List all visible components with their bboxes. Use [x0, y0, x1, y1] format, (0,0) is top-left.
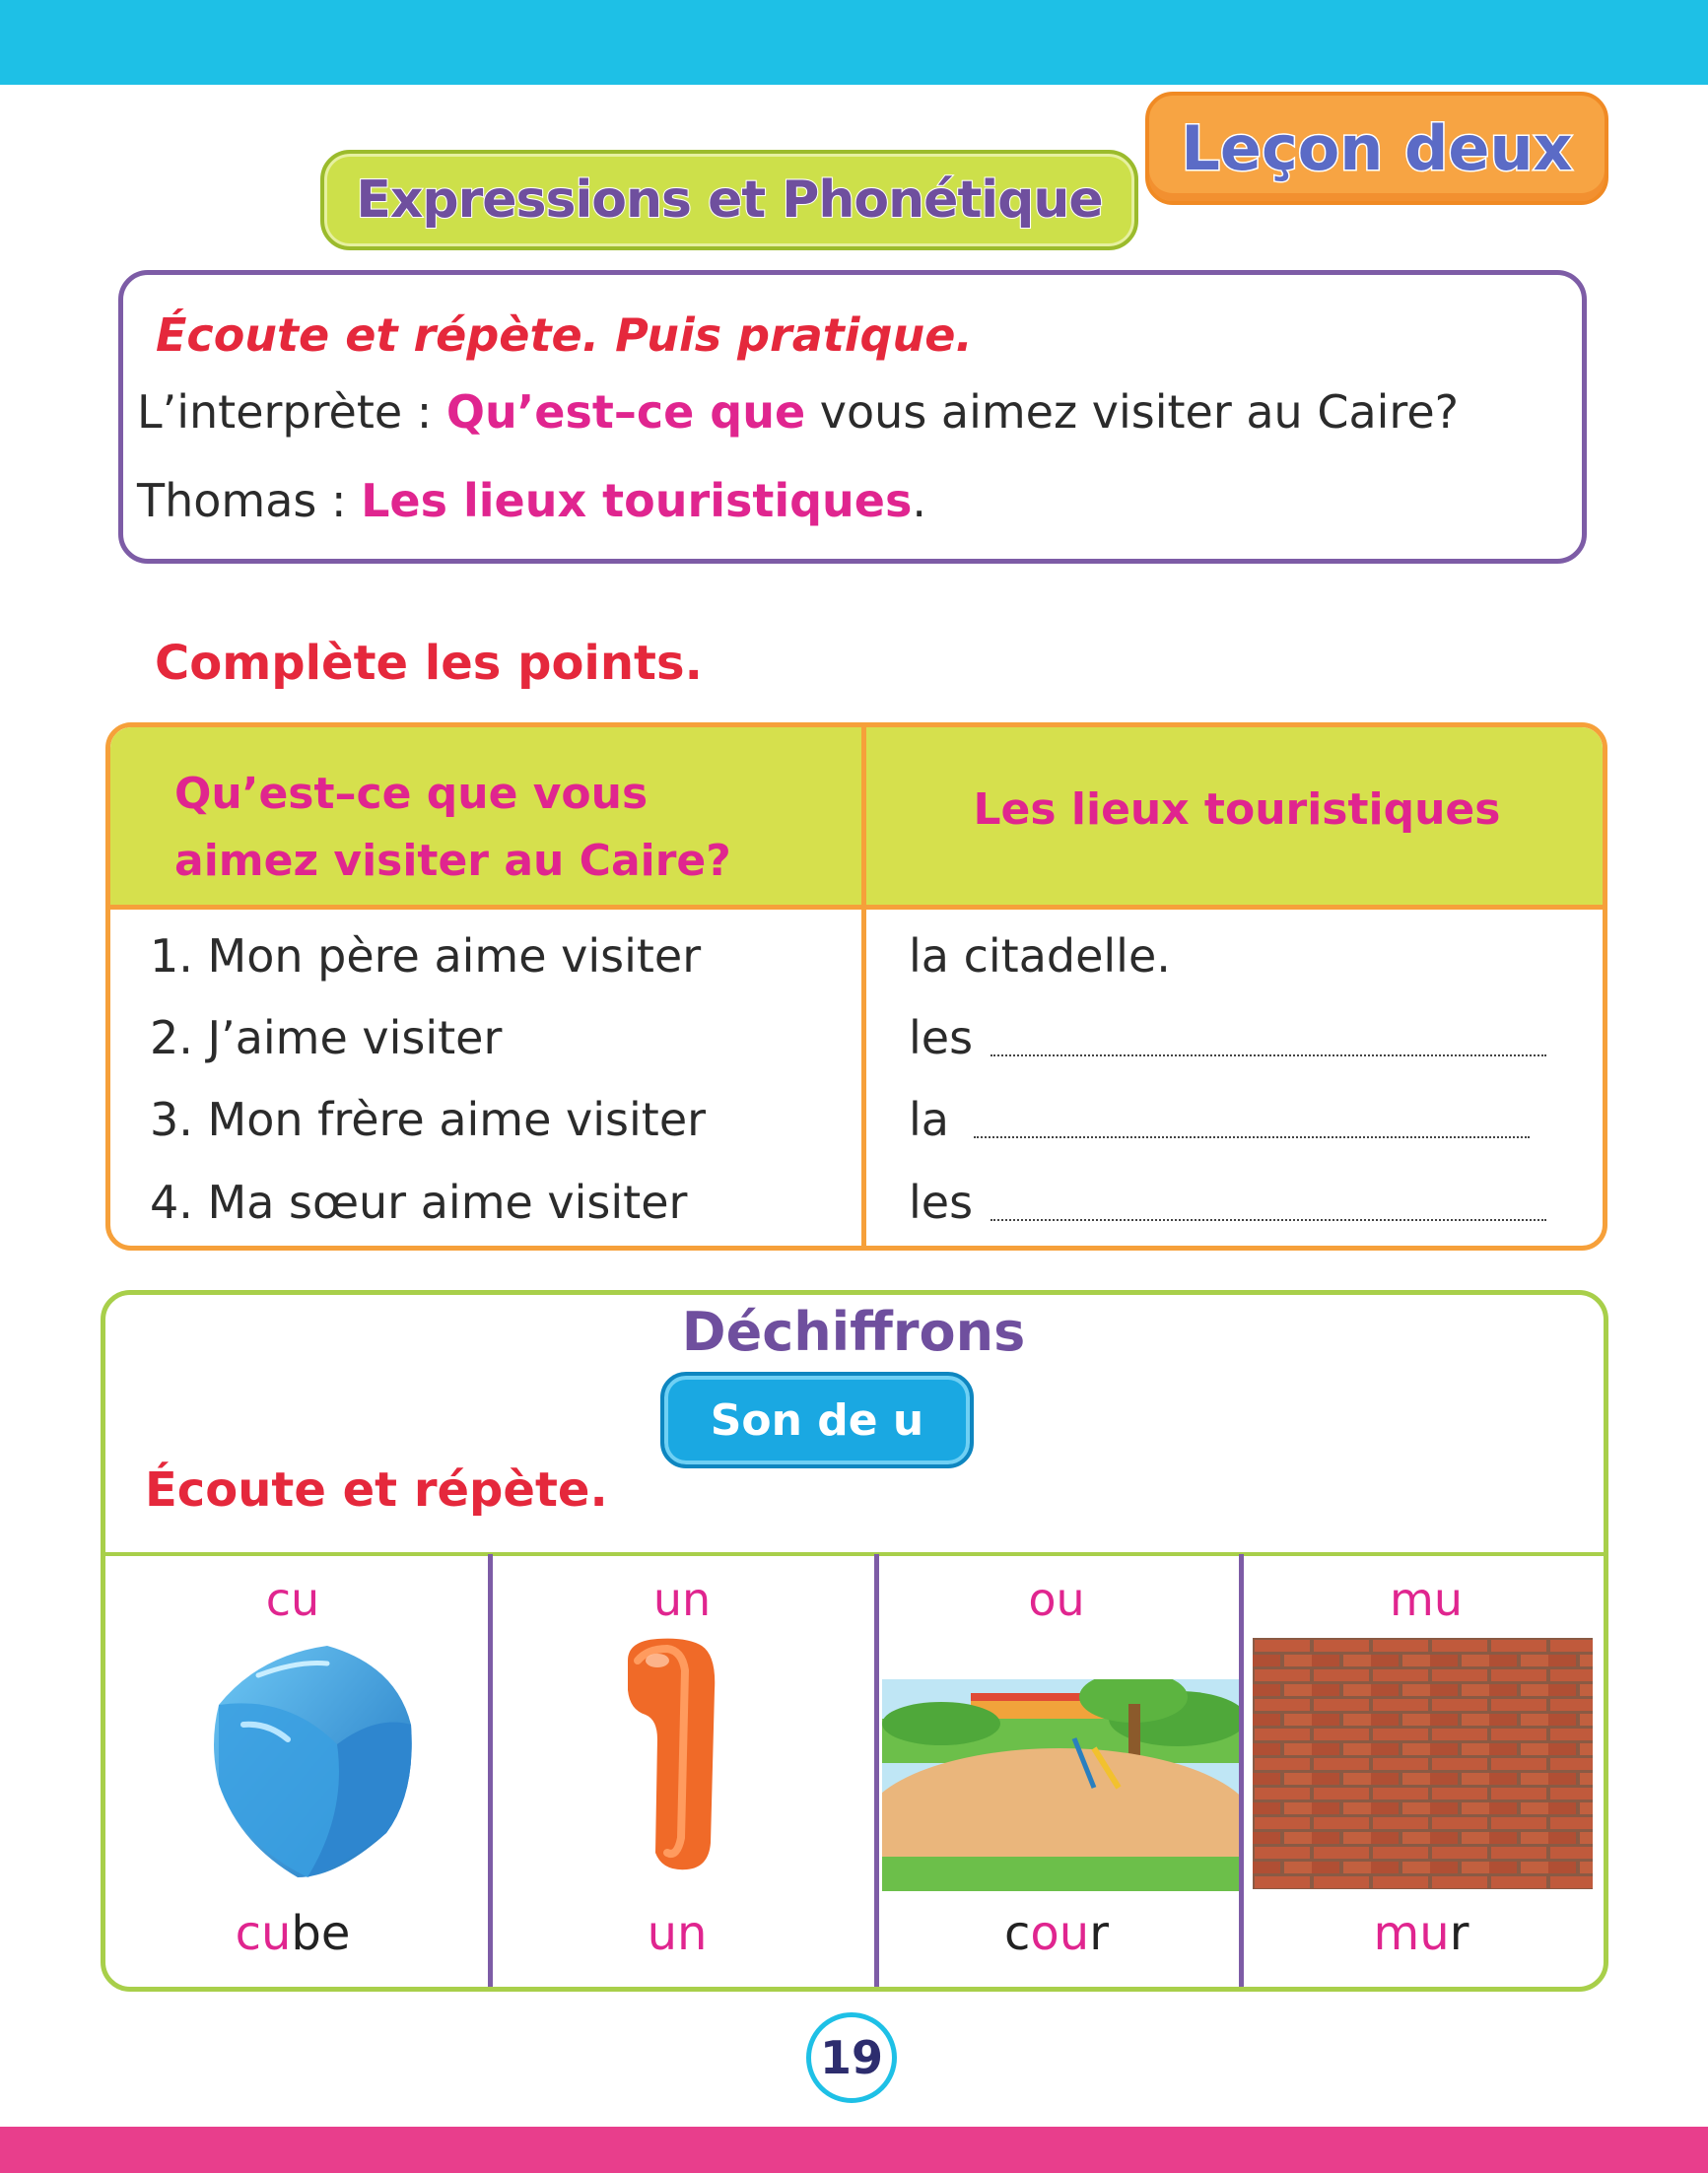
speaker-thomas: Thomas :	[137, 474, 362, 527]
top-color-bar	[0, 0, 1708, 85]
question-highlight: Qu’est–ce que	[445, 385, 806, 439]
syllable-label: cu	[265, 1573, 320, 1626]
table-answer-prefix: les	[909, 1011, 974, 1064]
brick-wall-image	[1253, 1638, 1593, 1889]
decipher-title: Déchiffrons	[681, 1301, 1026, 1363]
table-row: 1. Mon père aime visiter	[150, 929, 702, 983]
answer-end: .	[912, 474, 926, 527]
bottom-color-bar	[0, 2127, 1708, 2173]
speaker-interpreter: L’interprète :	[137, 385, 446, 439]
complete-instruction: Complète les points.	[155, 636, 703, 691]
header-col1-line2: aimez visiter au Caire?	[174, 836, 731, 886]
section-title-badge	[320, 150, 1138, 250]
sound-badge	[660, 1372, 974, 1468]
word-cube: cube	[235, 1906, 351, 1961]
dialogue-line-2	[137, 474, 926, 527]
syllable-label: ou	[1028, 1573, 1085, 1626]
decipher-instruction: Écoute et répète.	[145, 1462, 608, 1518]
courtyard-image	[882, 1679, 1239, 1891]
table-header-col1	[174, 761, 731, 895]
syllable-label: mu	[1390, 1573, 1463, 1626]
syllable-label: un	[652, 1573, 712, 1626]
section-title: Expressions et Phonétique	[356, 170, 1103, 230]
completion-table	[105, 722, 1607, 1251]
header-col1-line1: Qu’est–ce que vous	[174, 769, 649, 819]
table-row: 4. Ma sœur aime visiter	[150, 1176, 688, 1229]
table-answer: la citadelle.	[909, 929, 1171, 983]
answer-blank-3[interactable]	[974, 1136, 1530, 1138]
column-divider	[488, 1554, 493, 1992]
decipher-separator	[105, 1552, 1604, 1556]
column-divider	[874, 1554, 879, 1992]
number-one-image	[608, 1631, 756, 1877]
word-mur: mur	[1373, 1906, 1469, 1961]
table-header-col2: Les lieux touristiques	[973, 784, 1501, 835]
column-divider	[1239, 1554, 1244, 1992]
table-answer-prefix: les	[909, 1176, 974, 1229]
answer-highlight: Les lieux touristiques	[361, 474, 913, 527]
dialogue-line-1	[137, 385, 1459, 439]
table-row: 2. J’aime visiter	[150, 1011, 503, 1064]
ice-cube-image	[199, 1636, 426, 1882]
answer-blank-4[interactable]	[991, 1219, 1546, 1221]
table-row: 3. Mon frère aime visiter	[150, 1093, 707, 1146]
table-header	[110, 727, 1603, 910]
word-cour: cour	[1004, 1906, 1109, 1961]
table-answer-prefix: la	[909, 1093, 949, 1146]
sound-label: Son de u	[710, 1394, 924, 1446]
dialogue-box	[118, 270, 1587, 564]
table-column-divider	[861, 727, 866, 1246]
answer-blank-2[interactable]	[991, 1054, 1546, 1056]
page-number-badge	[806, 2012, 897, 2103]
dialogue-instruction: Écoute et répète. Puis pratique.	[156, 308, 973, 362]
page-number: 19	[819, 2031, 883, 2084]
word-un: un	[647, 1906, 708, 1961]
lesson-title: Leçon deux	[1181, 112, 1573, 184]
question-rest: vous aimez visiter au Caire?	[805, 385, 1460, 439]
lesson-title-badge	[1145, 92, 1608, 205]
